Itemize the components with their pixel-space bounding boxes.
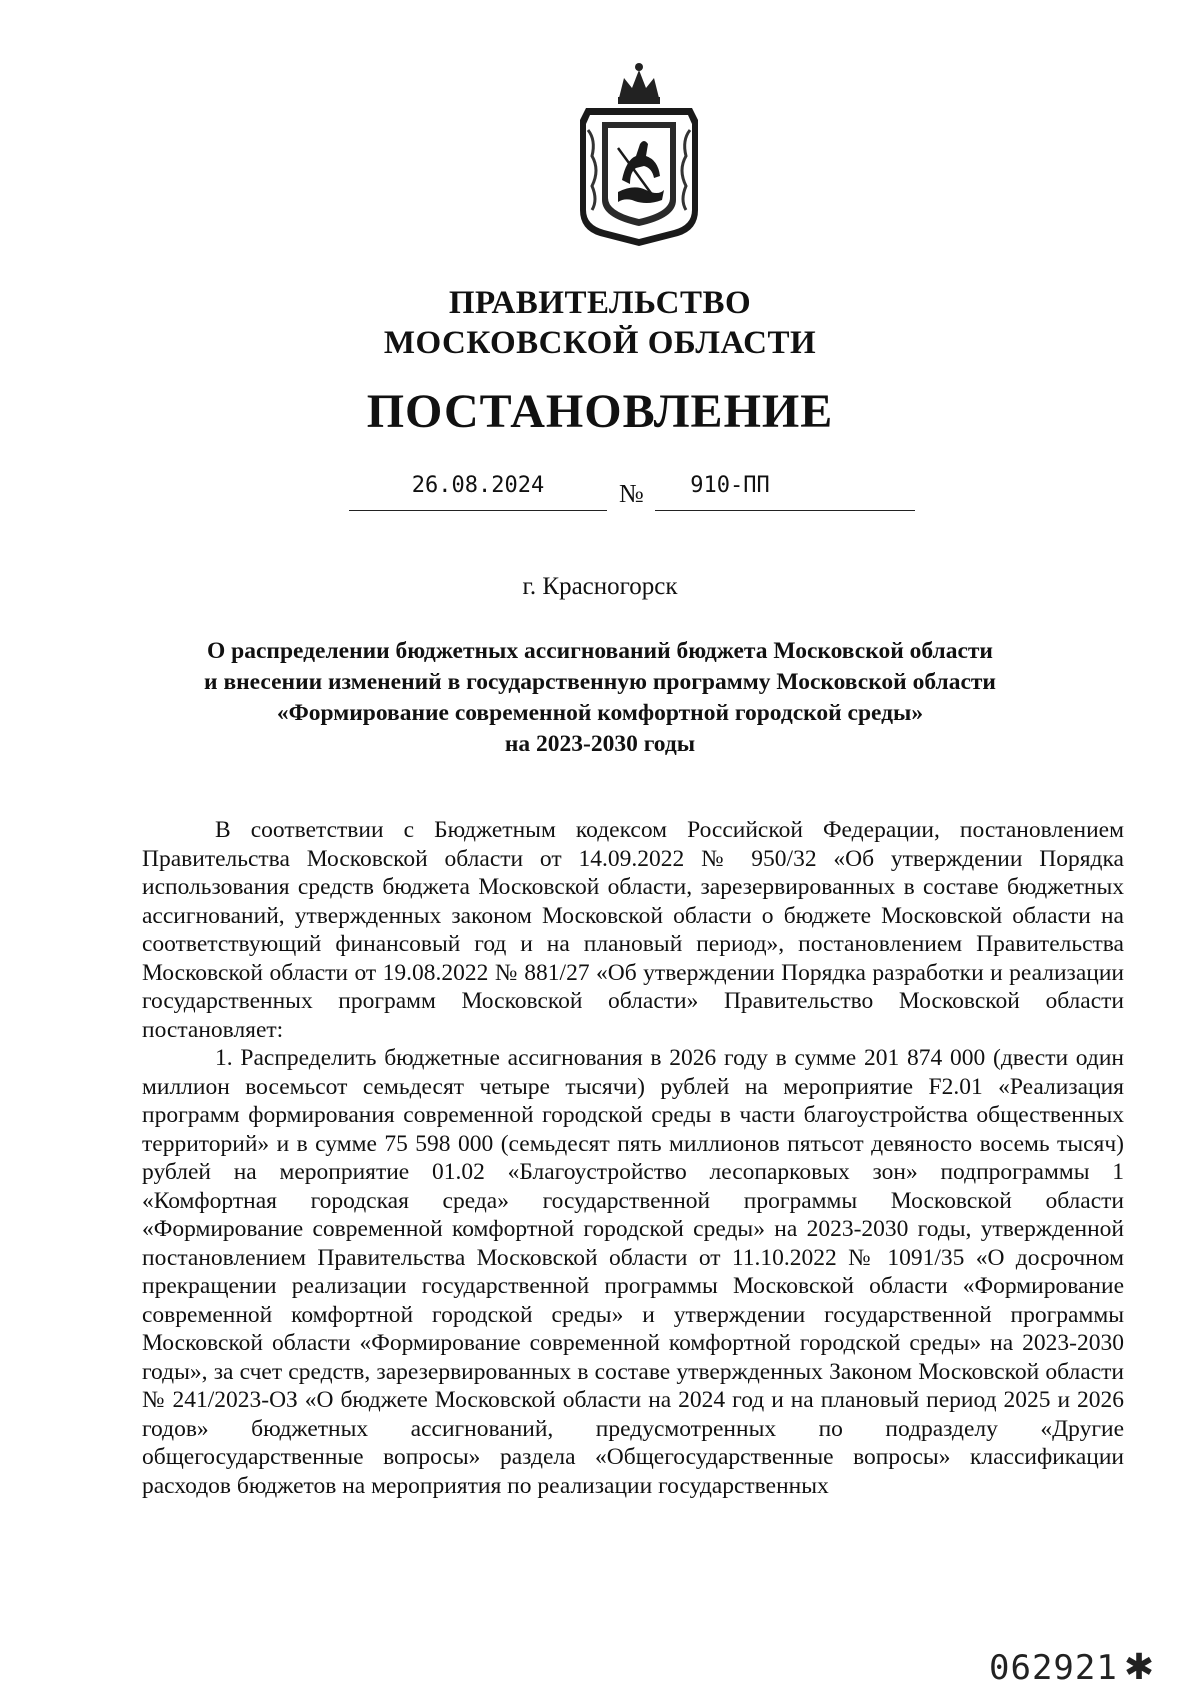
asterisk-icon: ✱: [1123, 1647, 1155, 1688]
document-type: ПОСТАНОВЛЕНИЕ: [366, 385, 834, 438]
document-body: [142, 816, 1124, 1500]
coat-of-arms-icon: [574, 60, 704, 250]
document-date: 26.08.2024: [411, 473, 545, 498]
document-subject: [150, 636, 1050, 760]
subject-line: на 2023-2030 годы: [504, 731, 696, 757]
number-sign: №: [619, 479, 644, 508]
registration-stamp: [989, 1647, 1155, 1688]
subject-line: О распределении бюджетных ассигнований бюджета Московской области: [207, 638, 993, 664]
document-city: г. Красногорск: [522, 573, 678, 600]
subject-line: «Формирование современной комфортной городской среды»: [276, 700, 924, 726]
stamp-number: 062921: [989, 1648, 1118, 1688]
subject-line: и внесении изменений в государственную программу Московской области: [204, 669, 996, 695]
item-1-paragraph: 1. Распределить бюджетные ассигнования в 2026 году в сумме 201 874 000 (двести один миллион восемьсот семьдесят четыре тысячи) рублей на мероприятие F2.01 «Реализация программ формирования современной городской среды в части благоустройства общественных территорий» и в сумме 75 598 000 (семьдесят пять миллионов пятьсот девяносто восемь тысяч) рублей на мероприятие 01.02 «Благоустройство лесопарковых зон» подпрограммы 1 «Комфортная городская среда» государственной программы Московской области «Формирование современной комфортной городской среды» на 2023-2030 годы, утвержденной постановлением Правительства Московской области от 11.10.2022 № 1091/35 «О досрочном прекращении реализации государственной программы Московской области «Формирование современной комфортной городской среды» и утверждении государственной программы Московской области «Формирование современной комфортной городской среды» на 2023-2030 годы», за счет средств, зарезервированных в составе утвержденных Законом Московской области № 241/2023-ОЗ «О бюджете Московской области на 2024 год и на плановый период 2025 и 2026 годов» бюджетных ассигнований, предусмотренных по подразделу «Другие общегосударственные вопросы» раздела «Общегосударственные вопросы» классификации расходов бюджетов на мероприятия по реализации государственных: [142, 1045, 1124, 1499]
government-title-line2: МОСКОВСКОЙ ОБЛАСТИ: [383, 325, 817, 361]
number-underline: [655, 510, 915, 511]
government-title-line1: ПРАВИТЕЛЬСТВО: [448, 285, 752, 321]
date-underline: [349, 510, 607, 511]
preamble-paragraph: В соответствии с Бюджетным кодексом Российской Федерации, постановлением Правительства Московской области от 14.09.2022 № 950/32 «Об утверждении Порядка использования средств бюджета Московской области, зарезервированных в составе бюджетных ассигнований, утвержденных законом Московской области о бюджете Московской области на соответствующий финансовый год и на плановый период», постановлением Правительства Московской области от 19.08.2022 № 881/27 «Об утверждении Порядка разработки и реализации государственных программ Московской области» Правительство Московской области постановляет:: [142, 817, 1124, 1043]
document-number: 910-ПП: [690, 473, 770, 498]
